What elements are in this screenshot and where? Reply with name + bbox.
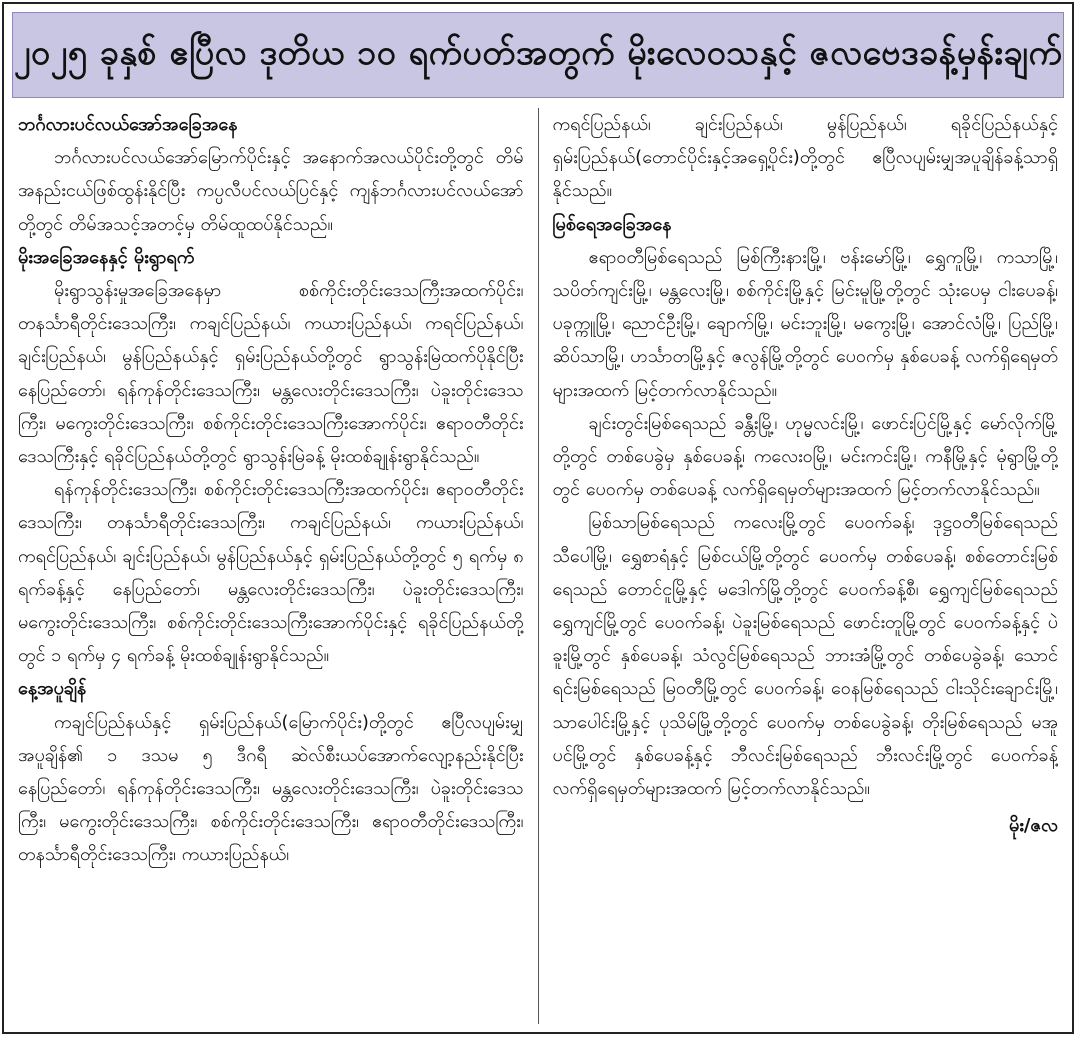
right-column bbox=[538, 108, 1059, 1024]
document-title: ၂၀၂၅ ခုနှစ် ဧပြီလ ဒုတိယ ၁၀ ရက်ပတ်အတွက် မိုးလေဝသနှင့် ဇလဗေဒခန့်မှန်းချက် bbox=[13, 32, 1063, 73]
title-banner bbox=[12, 12, 1064, 98]
paragraph-day-temperature-cont: ကရင်ပြည်နယ်၊ ချင်းပြည်နယ်၊ မွန်ပြည်နယ်၊ ရခိုင်ပြည်နယ်နှင့် ရှမ်းပြည်နယ်(တောင်ပိုင်းနှင့်အရှေ့ပိုင်း)တို့တွင် ဧပြီလပျမ်းမျှအပူချိန်ခန့်သာရှိနိုင်သည်။ bbox=[552, 114, 1058, 202]
paragraph-day-temperature: ကချင်ပြည်နယ်နှင့် ရှမ်းပြည်နယ်(မြောက်ပိုင်း)တို့တွင် ဧပြီလပျမ်းမျှအပူချိန်၏ ၁ ဒသမ ၅ ဒီဂရီ ဆဲလ်စီးယပ်အောက်လျော့နည်းနိုင်ပြီး နေပြည်တော်၊ ရန်ကုန်တိုင်းဒေသကြီး၊ မန္တလေးတိုင်းဒေသကြီး၊ ပဲခူးတိုင်းဒေသကြီး၊ မကွေးတိုင်းဒေသကြီး၊ စစ်ကိုင်းတိုင်းဒေသကြီး၊ ဧရာဝတီတိုင်းဒေသကြီး၊ တနင်္သာရီတိုင်းဒေသကြီး၊ ကယားပြည်နယ်၊ bbox=[18, 711, 524, 866]
signature: မိုး/ဇလ bbox=[1008, 815, 1058, 837]
paragraph-river-chindwin: ချင်းတွင်းမြစ်ရေသည် ခန္တီးမြို့၊ ဟုမ္မလင်းမြို့၊ ဖောင်းပြင်မြို့နှင့် မော်လိုက်မြို့တို့တွင် တစ်ပေခွဲမှ နှစ်ပေခန့်၊ ကလေးဝမြို့၊ မင်းကင်းမြို့၊ ကနီမြို့နှင့် မုံရွာမြို့တို့တွင် ပေဝက်မှ တစ်ပေခန့် လက်ရှိရေမှတ်များအထက် မြင့်တက်လာနိုင်သည်။ bbox=[552, 412, 1058, 501]
heading-bay-of-bengal: ဘင်္ဂလားပင်လယ်အော်အခြေအနေ bbox=[18, 114, 238, 135]
paragraph-river-others: မြစ်သာမြစ်ရေသည် ကလေးမြို့တွင် ပေဝက်ခန့်၊ ဒုဋ္ဌဝတီမြစ်ရေသည် သီပေါမြို့၊ ရွှေစာရံနှင့် မြစ်ငယ်မြို့တို့တွင် ပေဝက်မှ တစ်ပေခန့်၊ စစ်တောင်းမြစ်ရေသည် တောင်ငူမြို့နှင့် မဒေါက်မြို့တို့တွင် ပေဝက်ခန့်စီ၊ ရွှေကျင်မြစ်ရေသည် ရွှေကျင်မြို့တွင် ပေဝက်ခန့်၊ ပဲခူးမြစ်ရေသည် ဖောင်းတူမြို့တွင် ပေဝက်ခန့်နှင့် ပဲခူးမြို့တွင် နှစ်ပေခန့်၊ သံလွင်မြစ်ရေသည် ဘားအံမြို့တွင် တစ်ပေခွဲခန့်၊ သောင်ရင်းမြစ်ရေသည် မြဝတီမြို့တွင် ပေဝက်ခန့်၊ ဝေနမြစ်ရေသည် ငါးသိုင်းချောင်းမြို့၊ သာပေါင်းမြို့နှင့် ပုသိမ်မြို့တို့တွင် ပေဝက်မှ တစ်ပေခွဲခန့်၊ တိုးမြစ်ရေသည် မအူပင်မြို့တွင် နှစ်ပေခန့်နှင့် ဘီလင်းမြစ်ရေသည် ဘီးလင်းမြို့တွင် ပေဝက်ခန့် လက်ရှိရေမှတ်များအထက် မြင့်တက်လာနိုင်သည်။ bbox=[552, 512, 1058, 800]
two-column-body bbox=[18, 108, 1058, 1024]
paragraph-bay-of-bengal: ဘင်္ဂလားပင်လယ်အော်မြောက်ပိုင်းနှင့် အနောက်အလယ်ပိုင်းတို့တွင် တိမ်အနည်းငယ်ဖြစ်ထွန်းနိုင်ပြီး ကပ္ပလီပင်လယ်ပြင်နှင့် ကျန်ဘင်္ဂလားပင်လယ်အော်တို့တွင် တိမ်အသင့်အတင့်မှ တိမ်ထူထပ်နိုင်သည်။ bbox=[18, 147, 524, 235]
document-frame bbox=[2, 2, 1074, 1034]
heading-river-condition: မြစ်ရေအခြေအနေ bbox=[552, 213, 672, 235]
paragraph-rainfall-1: မိုးရွာသွန်းမှုအခြေအနေမှာ စစ်ကိုင်းတိုင်းဒေသကြီးအထက်ပိုင်း၊ တနင်္သာရီတိုင်းဒေသကြီး၊ ကချင်ပြည်နယ်၊ ကယားပြည်နယ်၊ ကရင်ပြည်နယ်၊ ချင်းပြည်နယ်၊ မွန်ပြည်နယ်နှင့် ရှမ်းပြည်နယ်တို့တွင် ရွာသွန်းမြဲထက်ပိုနိုင်ပြီး နေပြည်တော်၊ ရန်ကုန်တိုင်းဒေသကြီး၊ မန္တလေးတိုင်းဒေသကြီး၊ ပဲခူးတိုင်းဒေသကြီး၊ မကွေးတိုင်းဒေသကြီး၊ စစ်ကိုင်းတိုင်းဒေသကြီးအောက်ပိုင်း၊ ဧရာဝတီတိုင်းဒေသကြီးနှင့် ရခိုင်ပြည်နယ်တို့တွင် ရွာသွန်းမြဲခန့် မိုးထစ်ချုန်းရွာနိုင်သည်။ bbox=[18, 280, 524, 468]
paragraph-rainfall-2: ရန်ကုန်တိုင်းဒေသကြီး၊ စစ်ကိုင်းတိုင်းဒေသကြီးအထက်ပိုင်း၊ ဧရာဝတီတိုင်းဒေသကြီး၊ တနင်္သာရီတိုင်းဒေသကြီး၊ ကချင်ပြည်နယ်၊ ကယားပြည်နယ်၊ ကရင်ပြည်နယ်၊ ချင်းပြည်နယ်၊ မွန်ပြည်နယ်နှင့် ရှမ်းပြည်နယ်တို့တွင် ၅ ရက်မှ ၈ ရက်ခန့်နှင့် နေပြည်တော်၊ မန္တလေးတိုင်းဒေသကြီး၊ ပဲခူးတိုင်းဒေသကြီး၊ မကွေးတိုင်းဒေသကြီး၊ စစ်ကိုင်းတိုင်းဒေသကြီးအောက်ပိုင်းနှင့် ရခိုင်ပြည်နယ်တို့တွင် ၁ ရက်မှ ၄ ရက်ခန့် မိုးထစ်ချုန်းရွာနိုင်သည်။ bbox=[18, 479, 524, 667]
left-column bbox=[18, 108, 538, 1024]
heading-rainfall: မိုးအခြေအနေနှင့် မိုးရွာရက် bbox=[18, 246, 195, 268]
paragraph-river-ayeyarwady: ဧရာဝတီမြစ်ရေသည် မြစ်ကြီးနားမြို့၊ ဗန်းမော်မြို့၊ ရွှေကူမြို့၊ ကသာမြို့၊ သပိတ်ကျင်းမြို့၊ မန္တလေးမြို့၊ စစ်ကိုင်းမြို့နှင့် မြင်းမူမြို့တို့တွင် သုံးပေမှ ငါးပေခန့်၊ ပခုက္ကူမြို့၊ ညောင်ဦးမြို့၊ ချောက်မြို့၊ မင်းဘူးမြို့၊ မကွေးမြို့၊ အောင်လံမြို့၊ ပြည်မြို့၊ ဆိပ်သာမြို့၊ ဟင်္သာတမြို့နှင့် ဇလွန်မြို့တို့တွင် ပေဝက်မှ နှစ်ပေခန့် လက်ရှိရေမှတ်များအထက် မြင့်တက်လာနိုင်သည်။ bbox=[552, 246, 1058, 401]
heading-day-temperature: နေ့အပူချိန် bbox=[18, 678, 87, 700]
